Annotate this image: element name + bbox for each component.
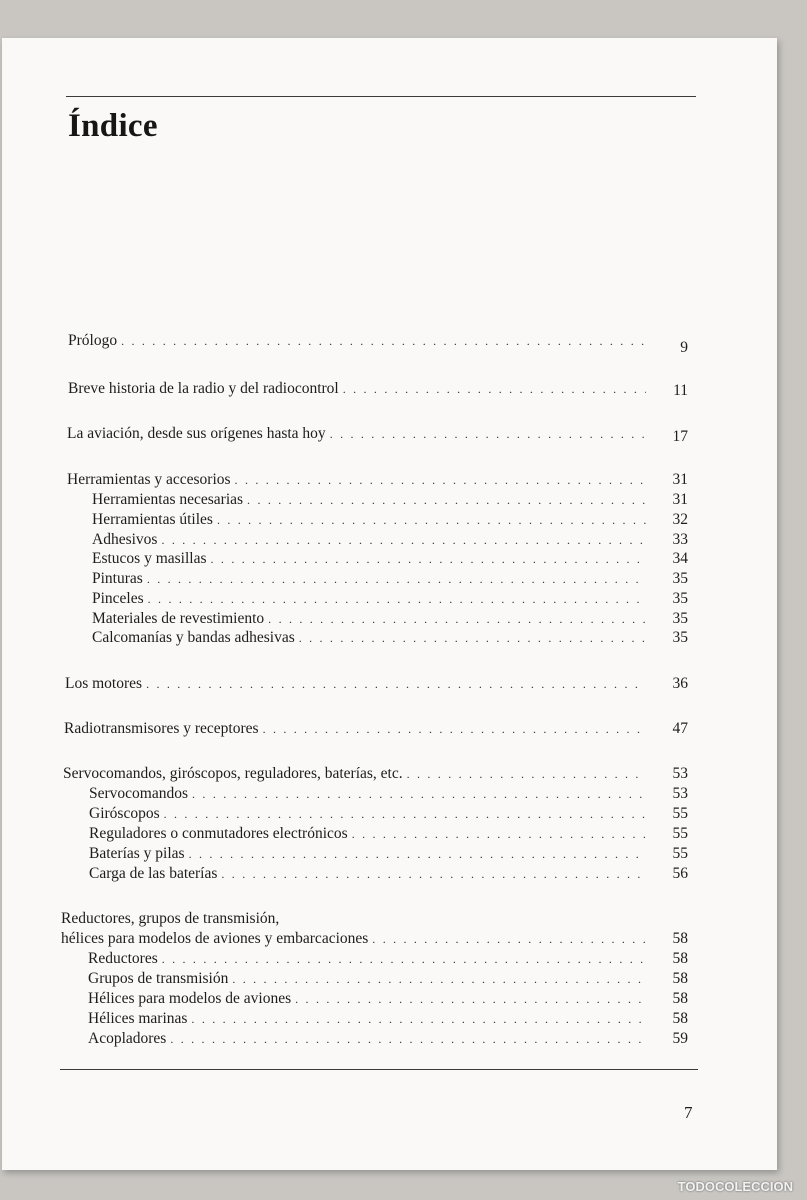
page-number: 7 — [684, 1103, 693, 1122]
toc-entry-page: 36 — [672, 675, 688, 692]
toc-entry-page: 35 — [672, 610, 688, 627]
toc-entry-page: 53 — [672, 785, 688, 802]
leader-dots — [161, 530, 646, 550]
toc-entry-page: 33 — [672, 531, 688, 548]
toc-entry-first-line: Reductores, grupos de transmisión, — [61, 910, 280, 927]
leader-dots — [372, 929, 646, 949]
toc-entry-label: Grupos de transmisión — [88, 970, 229, 987]
toc-entry-label: Breve historia de la radio y del radiocontrol — [68, 380, 339, 397]
leader-dots — [146, 674, 646, 694]
leader-dots — [232, 969, 646, 989]
toc-entry-page: 55 — [672, 825, 688, 842]
toc-entry — [63, 764, 688, 784]
toc-entry-label: Calcomanías y bandas adhesivas — [92, 629, 295, 646]
toc-entry-label: Servocomandos — [89, 785, 189, 802]
toc-subentry — [88, 949, 688, 969]
toc-entry-label: Reguladores o conmutadores electrónicos — [89, 825, 348, 842]
toc-entry-page: 53 — [672, 765, 688, 782]
leader-dots — [192, 784, 646, 804]
leader-dots — [407, 764, 646, 784]
leader-dots — [147, 569, 646, 589]
toc-entry-label: Materiales de revestimiento — [92, 610, 265, 627]
toc-subentry — [88, 969, 688, 989]
toc-entry-page: 35 — [672, 629, 688, 646]
leader-dots — [235, 470, 646, 490]
leader-dots — [189, 844, 646, 864]
toc-subentry — [92, 628, 688, 648]
toc-entry-label: Carga de las baterías — [89, 865, 218, 882]
toc-subentry — [92, 569, 688, 589]
toc-entry — [65, 674, 688, 694]
toc-entry-page: 31 — [672, 471, 688, 488]
toc-entry-label: Hélices marinas — [88, 1010, 188, 1027]
leader-dots — [352, 824, 646, 844]
toc-entry-label: Hélices para modelos de aviones — [88, 990, 292, 1007]
toc-entry-label: Reductores — [88, 950, 158, 967]
toc-entry-label: hélices para modelos de aviones y embarcaciones — [61, 930, 369, 947]
toc-subentry — [92, 549, 688, 569]
toc-subentry — [88, 1009, 688, 1029]
toc-subentry — [89, 864, 688, 884]
page-title: Índice — [68, 108, 158, 144]
toc-entry-page: 32 — [672, 511, 688, 528]
toc-entry-page: 31 — [672, 491, 688, 508]
toc-entry-page: 58 — [672, 950, 688, 967]
leader-dots — [217, 510, 646, 530]
top-rule — [66, 96, 696, 97]
leader-dots — [343, 379, 646, 399]
toc-entry-page: 17 — [672, 428, 688, 445]
toc-entry-page: 35 — [672, 570, 688, 587]
toc-subentry — [89, 804, 688, 824]
watermark-text: TODOCOLECCION — [677, 1179, 793, 1194]
toc-subentry — [92, 589, 688, 609]
toc-entry-label: Herramientas útiles — [92, 511, 213, 528]
leader-dots — [247, 490, 646, 510]
toc-entry-label: Baterías y pilas — [89, 845, 185, 862]
toc-entry-label: Prólogo — [68, 332, 118, 349]
leader-dots — [268, 609, 646, 629]
toc-entry — [67, 470, 688, 490]
toc-entry-label: Giróscopos — [89, 805, 160, 822]
toc-entry-page: 35 — [672, 590, 688, 607]
toc-entry-label: La aviación, desde sus orígenes hasta hoy — [67, 425, 326, 442]
toc-entry — [64, 719, 688, 739]
toc-entry-page: 11 — [673, 382, 688, 399]
toc-entry-label: Los motores — [65, 675, 143, 692]
toc-entry — [67, 424, 688, 444]
toc-entry-label: Radiotransmisores y receptores — [64, 720, 259, 737]
toc-entry — [68, 331, 688, 356]
toc-subentry — [92, 530, 688, 550]
leader-dots — [330, 424, 646, 444]
toc-entry-page: 58 — [672, 970, 688, 987]
toc-subentry — [89, 784, 688, 804]
leader-dots — [162, 949, 646, 969]
leader-dots — [121, 331, 646, 351]
leader-dots — [211, 549, 646, 569]
toc-subentry — [92, 490, 688, 510]
toc-entry-page: 47 — [672, 720, 688, 737]
leader-dots — [295, 989, 646, 1009]
toc-subentry — [88, 1029, 688, 1049]
leader-dots — [148, 589, 646, 609]
toc-entry-label: Estucos y masillas — [92, 550, 207, 567]
toc-entry-label: Pinceles — [92, 590, 144, 607]
leader-dots — [191, 1009, 646, 1029]
toc-entry-label: Acopladores — [88, 1030, 167, 1047]
toc-entry — [61, 929, 688, 949]
toc-entry-page: 55 — [672, 805, 688, 822]
leader-dots — [170, 1029, 646, 1049]
toc-entry-page: 9 — [680, 339, 688, 356]
toc-subentry — [88, 989, 688, 1009]
bottom-rule — [60, 1069, 698, 1070]
toc-entry-page: 34 — [672, 550, 688, 567]
leader-dots — [221, 864, 646, 884]
toc-entry — [68, 379, 688, 399]
toc-entry-page: 58 — [672, 990, 688, 1007]
toc-subentry — [92, 510, 688, 530]
toc-entry-page: 58 — [672, 1010, 688, 1027]
toc-entry-label: Servocomandos, giróscopos, reguladores, baterías, etc. — [63, 765, 403, 782]
leader-dots — [263, 719, 646, 739]
toc-entry-page: 59 — [672, 1030, 688, 1047]
leader-dots — [164, 804, 646, 824]
toc-subentry — [92, 609, 688, 629]
leader-dots — [299, 628, 646, 648]
toc-entry-label: Herramientas y accesorios — [67, 471, 231, 488]
toc-entry-label: Adhesivos — [92, 531, 158, 548]
toc-subentry — [89, 824, 688, 844]
toc-subentry — [89, 844, 688, 864]
toc-entry-label: Pinturas — [92, 570, 143, 587]
toc-entry-page: 55 — [672, 845, 688, 862]
toc-entry-page: 58 — [672, 930, 688, 947]
toc-entry-label: Herramientas necesarias — [92, 491, 244, 508]
toc-entry-page: 56 — [672, 865, 688, 882]
